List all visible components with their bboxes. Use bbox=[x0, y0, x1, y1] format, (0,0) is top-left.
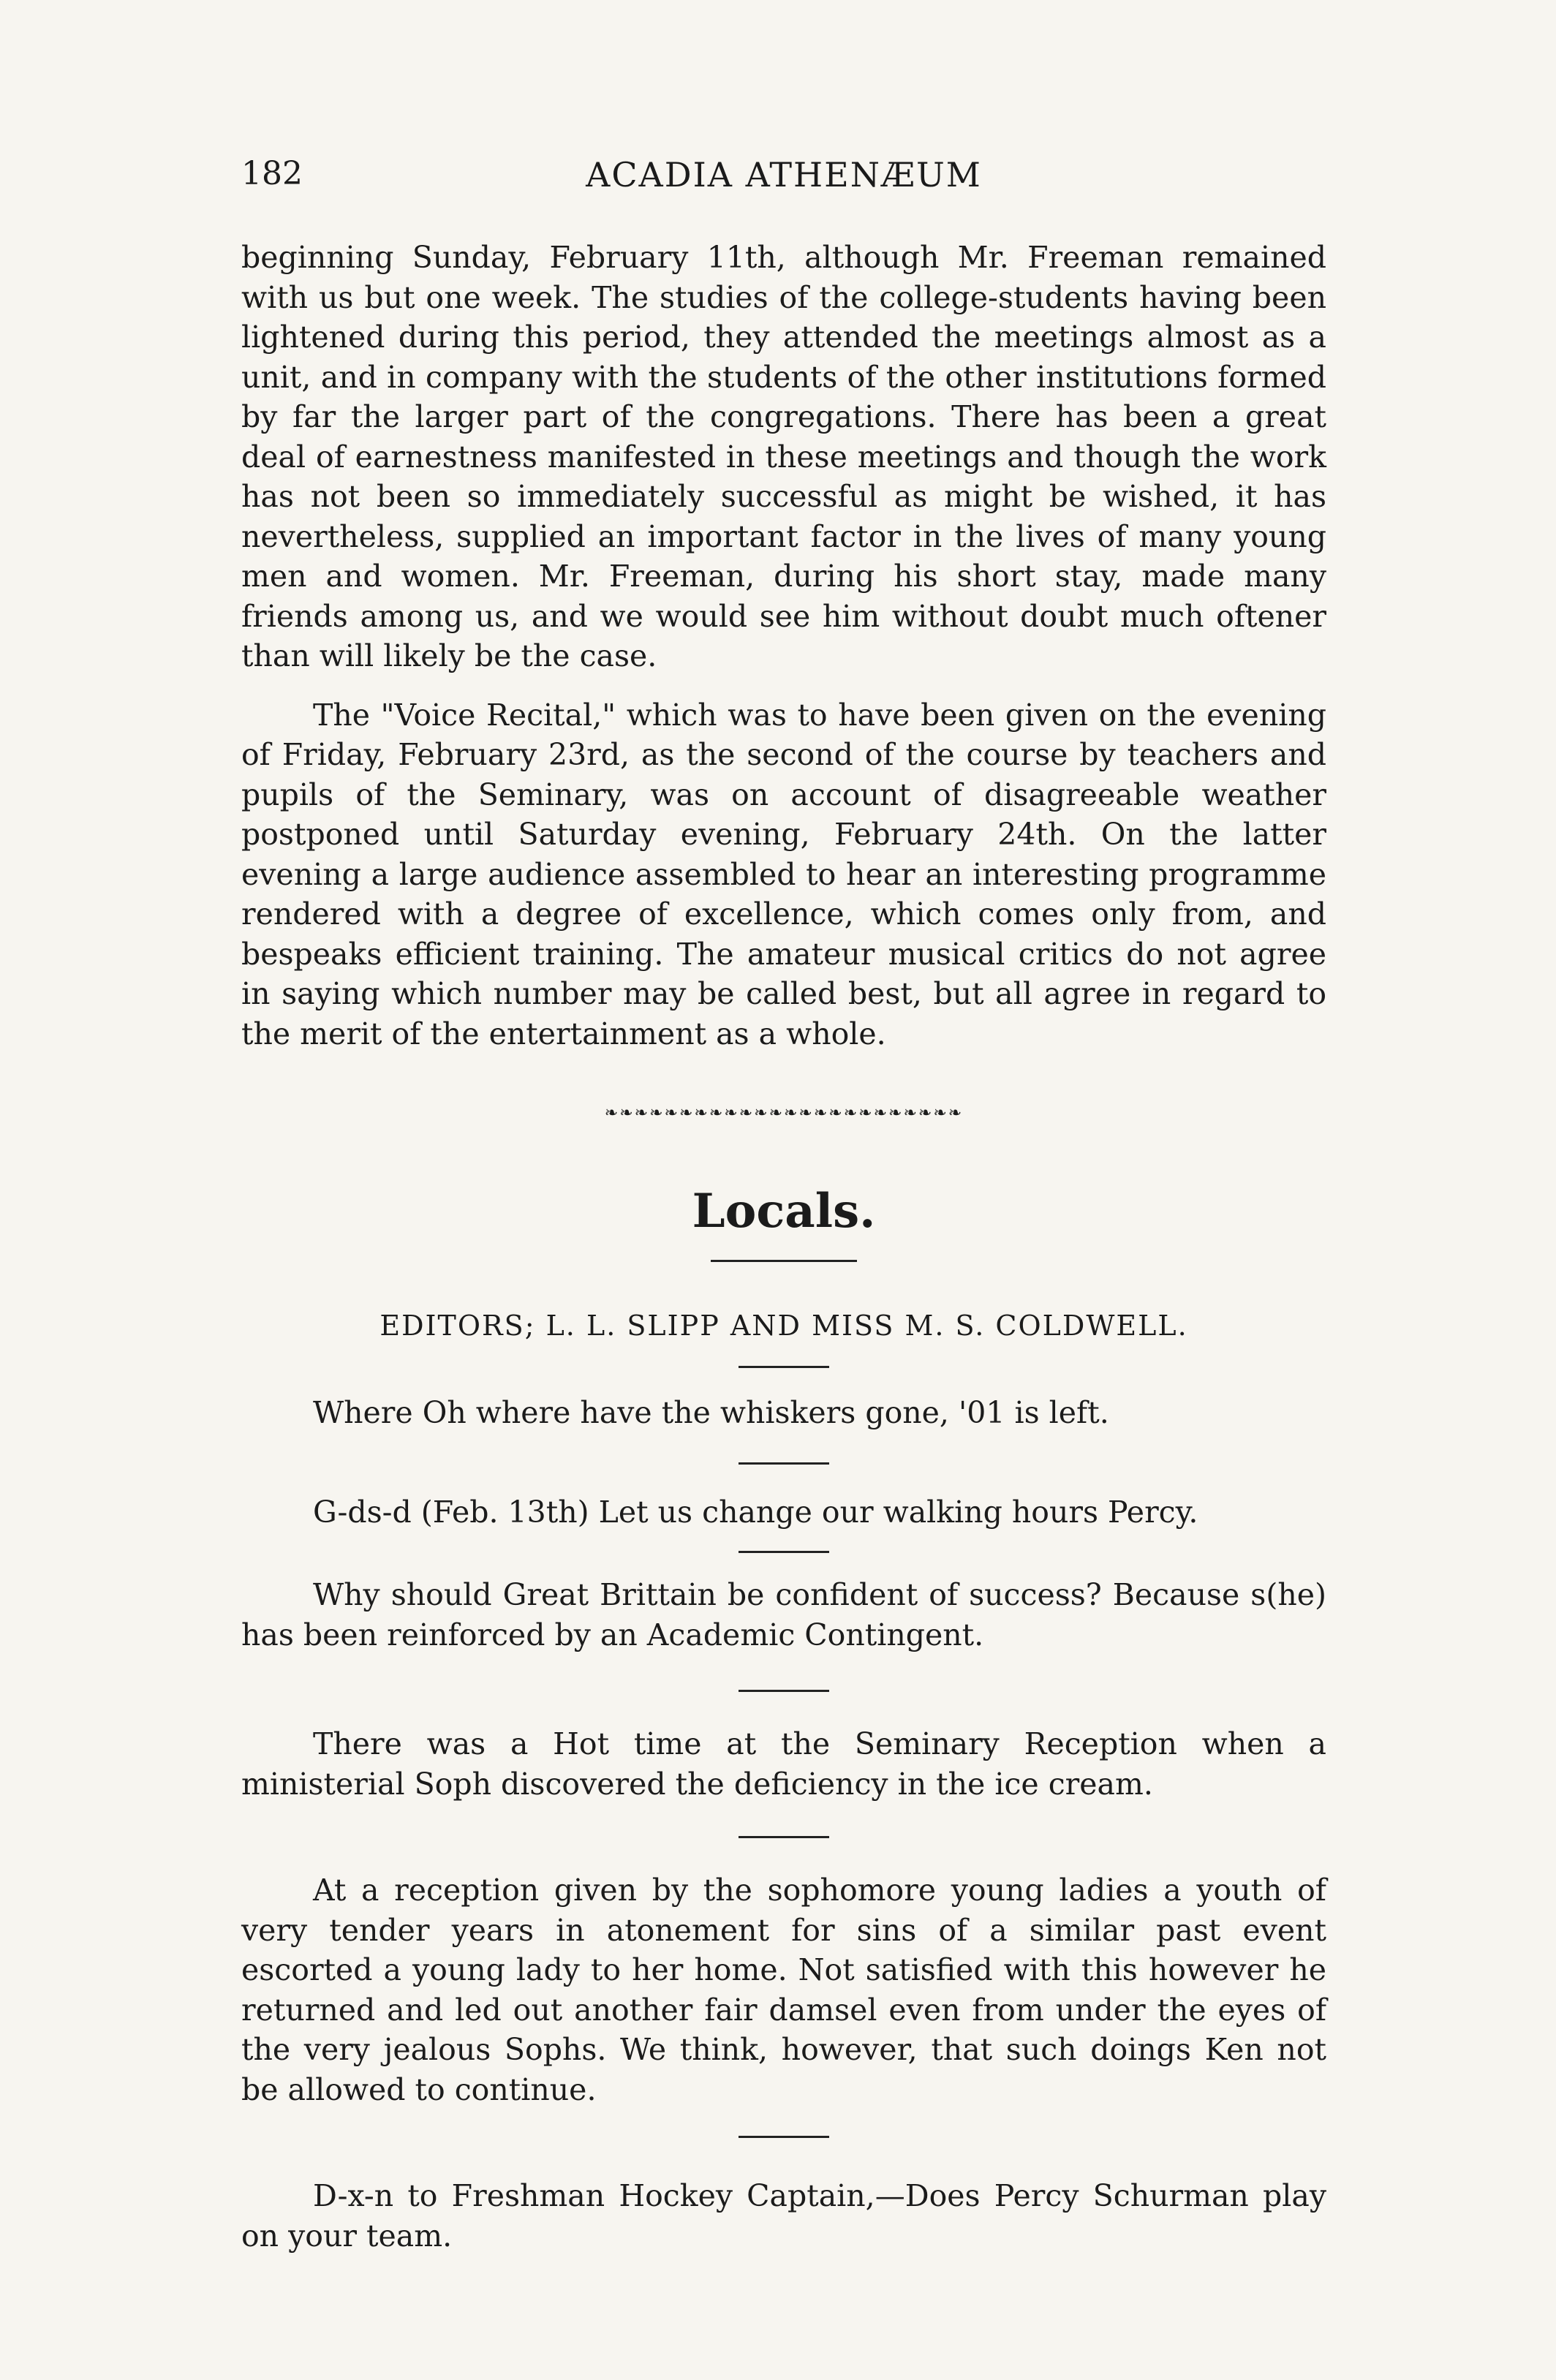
divider-rule bbox=[739, 1462, 829, 1465]
divider-rule bbox=[739, 1836, 829, 1838]
divider-rule bbox=[739, 1366, 829, 1368]
page-number: 182 bbox=[241, 155, 303, 192]
paragraph-revival-meetings: beginning Sunday, February 11th, although Mr. Freeman remained with us but one week. The studies of the college-students having been lightened during this period, they attended the meetings almost as a unit, and in company with the students of the other institutions formed by far the larger part of the congregations. There has been a great deal of earnestness manifested in these meetings and though the work has not been so immediately successful as might be wished, it has nevertheless, supplied an important factor in the lives of many young men and women. Mr. Freeman, during his short stay, made many friends among us, and we would see him without doubt much oftener than will likely be the case. bbox=[241, 240, 1326, 673]
locals-editors: EDITORS; L. L. SLIPP AND MISS M. S. COLDWELL. bbox=[379, 1310, 1188, 1342]
divider-rule bbox=[739, 1551, 829, 1553]
ornamental-divider: ❧❧❧❧❧❧❧❧❧❧❧❧❧❧❧❧❧❧❧❧❧❧❧❧ bbox=[604, 1104, 964, 1122]
local-item: At a reception given by the sophomore young ladies a youth of very tender years in atonement for sins of a similar past event escorted a young lady to her home. Not satisfied with this however he returned and led out another fair damsel even from under the eyes of the very jealous Sophs. We think, however, that such doings Ken not be allowed to continue. bbox=[241, 1873, 1326, 2107]
local-item: G-ds-d (Feb. 13th) Let us change our walking hours Percy. bbox=[313, 1494, 1198, 1530]
local-item: Where Oh where have the whiskers gone, '01 is left. bbox=[313, 1395, 1109, 1430]
running-title: ACADIA ATHENÆUM bbox=[586, 155, 982, 194]
page-header bbox=[241, 155, 1326, 206]
local-item: Why should Great Brittain be confident of success? Because s(he) has been reinforced by an Academic Contingent. bbox=[241, 1577, 1326, 1652]
local-item: There was a Hot time at the Seminary Reception when a ministerial Soph discovered the deficiency in the ice cream. bbox=[241, 1726, 1326, 1802]
divider-rule bbox=[739, 2136, 829, 2138]
title-underline bbox=[711, 1260, 857, 1262]
divider-rule bbox=[739, 1690, 829, 1692]
article-body bbox=[241, 238, 1326, 2256]
paragraph-voice-recital: The "Voice Recital," which was to have been given on the evening of Friday, February 23rd, as the second of the course by teachers and pupils of the Seminary, was on account of disagreeable weather postponed until Saturday evening, February 24th. On the latter evening a large audience assembled to hear an interesting programme rendered with a degree of excellence, which comes only from, and bespeaks efficient training. The amateur musical critics do not agree in saying which number may be called best, but all agree in regard to the merit of the entertainment as a whole. bbox=[241, 697, 1326, 1051]
local-item: D-x-n to Freshman Hockey Captain,—Does Percy Schurman play on your team. bbox=[241, 2178, 1326, 2254]
section-title-locals: Locals. bbox=[692, 1184, 876, 1239]
